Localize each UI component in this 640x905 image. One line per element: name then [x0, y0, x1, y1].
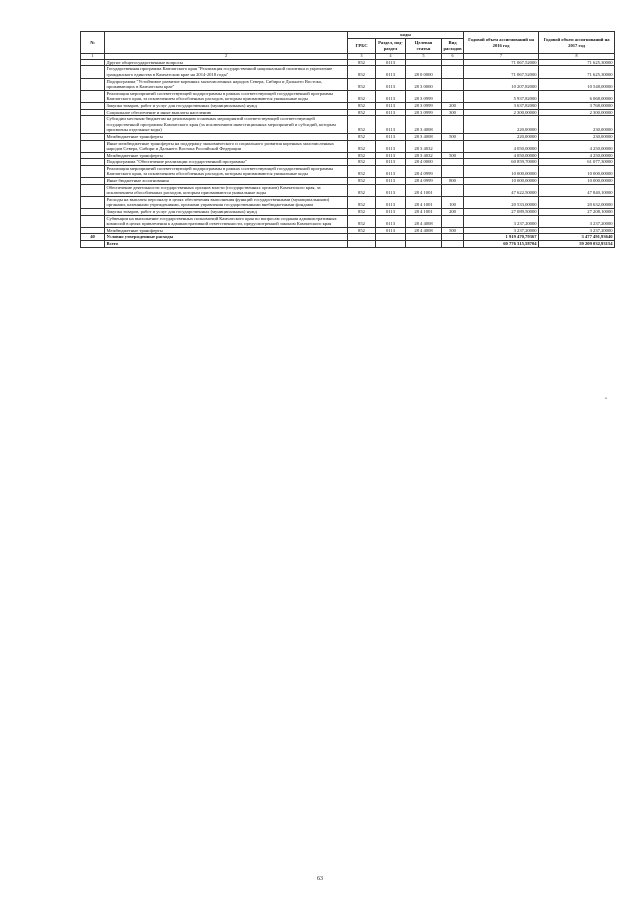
row-section: 0113	[376, 152, 406, 159]
continuation-mark: »	[605, 395, 607, 400]
row-section: 0113	[376, 78, 406, 90]
row-description: Условно утвержденные расходы	[105, 234, 348, 241]
table-row	[81, 184, 615, 196]
table-row	[81, 109, 615, 116]
row-volume-2016: 10 207,82000	[464, 78, 539, 90]
row-grbs: 852	[348, 209, 376, 216]
row-target	[406, 59, 442, 66]
row-exp-type	[442, 78, 464, 90]
row-grbs: 852	[348, 215, 376, 227]
table-row	[81, 102, 615, 109]
row-number	[81, 196, 105, 208]
table-row	[81, 241, 615, 248]
header-exp-type: Вид расходов	[442, 39, 464, 54]
row-section: 0113	[376, 184, 406, 196]
row-description: Закупка товаров, работ и услуг для государственных (муниципальных) нужд	[105, 102, 348, 109]
row-number: 40	[81, 234, 105, 241]
row-grbs: 852	[348, 133, 376, 140]
row-volume-2016: 4 050,00000	[464, 152, 539, 159]
row-volume-2017: 2 300,00000	[539, 109, 615, 116]
row-volume-2017: 4 250,00000	[539, 140, 615, 152]
row-grbs: 852	[348, 178, 376, 185]
row-grbs: 852	[348, 109, 376, 116]
budget-table	[80, 31, 615, 248]
table-row	[81, 234, 615, 241]
table-row	[81, 133, 615, 140]
row-target: 28 4 0999	[406, 165, 442, 177]
header-volume-2017: Годовой объем ассигнований на 2017 год	[539, 32, 615, 54]
row-volume-2017: 71 625,30000	[539, 59, 615, 66]
row-number	[81, 152, 105, 159]
table-row	[81, 209, 615, 216]
row-target: 28 4 0000	[406, 159, 442, 166]
row-target: 28 3 0999	[406, 90, 442, 102]
column-index: 8	[539, 54, 615, 60]
row-volume-2016: 220,00000	[464, 133, 539, 140]
row-exp-type	[442, 59, 464, 66]
header-volume-2016: Годовой объем ассигнований на 2016 год	[464, 32, 539, 54]
row-volume-2017: 61 077,30000	[539, 159, 615, 166]
row-exp-type: 800	[442, 178, 464, 185]
header-grbs: ГРБС	[348, 39, 376, 54]
row-volume-2016: 2 300,00000	[464, 109, 539, 116]
column-index: 4	[376, 54, 406, 60]
row-number	[81, 102, 105, 109]
row-number	[81, 159, 105, 166]
row-section: 0113	[376, 102, 406, 109]
row-volume-2017: 59 209 032,93154	[539, 241, 615, 248]
row-volume-2016: 4 050,00000	[464, 140, 539, 152]
row-number	[81, 133, 105, 140]
row-number	[81, 59, 105, 66]
row-volume-2017: 27 208,10000	[539, 209, 615, 216]
row-exp-type	[442, 165, 464, 177]
row-volume-2016: 1 919 470,79367	[464, 234, 539, 241]
row-grbs: 852	[348, 152, 376, 159]
row-exp-type	[442, 159, 464, 166]
row-exp-type	[442, 234, 464, 241]
row-section: 0113	[376, 109, 406, 116]
row-volume-2016: 5 937,82000	[464, 90, 539, 102]
row-number	[81, 178, 105, 185]
row-exp-type: 500	[442, 152, 464, 159]
row-exp-type: 300	[442, 109, 464, 116]
column-index: 1	[81, 54, 105, 60]
row-description: Иные межбюджетные трансферты на поддержку экономического и социального развития коренных малочисленных народов Севера, Сибири и Дальнего Востока Российской Федерации	[105, 140, 348, 152]
row-grbs: 852	[348, 227, 376, 234]
row-description: Государственная программа Камчатского края "Реализация государственной национальной политики и укрепление гражданского единства в Камчатском крае на 2014-2018 годы"	[105, 66, 348, 78]
row-description: Расходы на выплаты персоналу в целях обеспечения выполнения функций государственными (муниципальными) органами, казенными учреждениями, органами управления государственными внебюджетными фондами	[105, 196, 348, 208]
row-exp-type: 500	[442, 227, 464, 234]
row-volume-2016: 27 089,50000	[464, 209, 539, 216]
row-description: Закупка товаров, работ и услуг для государственных (муниципальных) нужд	[105, 209, 348, 216]
row-grbs: 852	[348, 66, 376, 78]
row-exp-type: 200	[442, 102, 464, 109]
row-exp-type	[442, 215, 464, 227]
row-grbs: 852	[348, 116, 376, 134]
table-row	[81, 152, 615, 159]
row-section: 0113	[376, 227, 406, 234]
row-volume-2017: 3 237,20000	[539, 227, 615, 234]
row-target	[406, 234, 442, 241]
row-exp-type	[442, 90, 464, 102]
table-row	[81, 178, 615, 185]
row-target: 28 4 4008	[406, 227, 442, 234]
table-row	[81, 66, 615, 78]
table-header	[81, 32, 615, 60]
row-number	[81, 140, 105, 152]
row-target: 28 4 4008	[406, 215, 442, 227]
row-section: 0113	[376, 165, 406, 177]
row-volume-2017: 10 000,00000	[539, 165, 615, 177]
row-volume-2017: 3 768,00000	[539, 102, 615, 109]
row-section: 0113	[376, 178, 406, 185]
row-volume-2017: 10 548,00000	[539, 78, 615, 90]
column-index: 6	[442, 54, 464, 60]
row-volume-2016: 10 000,00000	[464, 178, 539, 185]
row-grbs: 852	[348, 90, 376, 102]
row-exp-type	[442, 140, 464, 152]
row-exp-type: 200	[442, 209, 464, 216]
table-row	[81, 165, 615, 177]
row-volume-2016: 3 637,82000	[464, 102, 539, 109]
row-section: 0113	[376, 159, 406, 166]
row-number	[81, 209, 105, 216]
row-grbs: 852	[348, 102, 376, 109]
header-section: Раздел, под-раздел	[376, 39, 406, 54]
row-section: 0113	[376, 59, 406, 66]
row-description: Субвенции на выполнение государственных полномочий Камчатского края по вопросам создания административных комиссий в целях привлечения к административной ответственности, предусмотренной законом Камчатского края	[105, 215, 348, 227]
row-number	[81, 215, 105, 227]
column-index: 2	[105, 54, 348, 60]
row-target: 28 3 0000	[406, 78, 442, 90]
row-volume-2016: 220,00000	[464, 116, 539, 134]
row-description: Подпрограмма "Устойчивое развитие коренных малочисленных народов Севера, Сибири и Дальнего Востока, проживающих в Камчатском крае"	[105, 78, 348, 90]
row-description: Подпрограмма "Обеспечение реализации государственной программы"	[105, 159, 348, 166]
row-volume-2016: 47 622,50000	[464, 184, 539, 196]
row-section: 0113	[376, 215, 406, 227]
row-volume-2016: 71 067,52000	[464, 66, 539, 78]
row-exp-type	[442, 66, 464, 78]
row-description: Социальное обеспечение и иные выплаты населению	[105, 109, 348, 116]
row-description: Всего	[105, 241, 348, 248]
row-number	[81, 109, 105, 116]
row-section: 0113	[376, 140, 406, 152]
header-num: №	[81, 32, 105, 54]
row-description: Другие общегосударственные вопросы	[105, 59, 348, 66]
row-grbs: 852	[348, 59, 376, 66]
row-number	[81, 66, 105, 78]
row-exp-type: 100	[442, 196, 464, 208]
page-number: 63	[317, 876, 323, 882]
row-target	[406, 241, 442, 248]
row-target: 28 3 4008	[406, 116, 442, 134]
row-number	[81, 90, 105, 102]
row-volume-2017: 10 000,00000	[539, 178, 615, 185]
row-grbs: 852	[348, 165, 376, 177]
row-number	[81, 241, 105, 248]
row-section: 0113	[376, 133, 406, 140]
row-exp-type	[442, 184, 464, 196]
row-volume-2017: 20 632,00000	[539, 196, 615, 208]
table-row	[81, 227, 615, 234]
row-description: Межбюджетные трансферты	[105, 227, 348, 234]
row-grbs: 852	[348, 78, 376, 90]
row-number	[81, 184, 105, 196]
row-grbs: 852	[348, 159, 376, 166]
row-volume-2016: 3 237,20000	[464, 227, 539, 234]
row-description: Реализация мероприятий соответствующей подпрограммы в рамках соответствующей государственной программы Камчатского края, за исключением обособленных расходов, которым присваиваются уникальные коды	[105, 165, 348, 177]
row-volume-2016: 71 067,52000	[464, 59, 539, 66]
row-exp-type: 500	[442, 133, 464, 140]
table-row	[81, 140, 615, 152]
row-volume-2017: 4 250,00000	[539, 152, 615, 159]
table-row	[81, 215, 615, 227]
row-exp-type	[442, 241, 464, 248]
row-number	[81, 116, 105, 134]
row-grbs: 852	[348, 196, 376, 208]
row-grbs: 852	[348, 184, 376, 196]
row-section	[376, 241, 406, 248]
row-volume-2016: 20 533,00000	[464, 196, 539, 208]
row-description: Межбюджетные трансферты	[105, 133, 348, 140]
column-index: 3	[348, 54, 376, 60]
row-target: 28 4 0999	[406, 178, 442, 185]
row-target: 28 3 0999	[406, 109, 442, 116]
table-row	[81, 59, 615, 66]
table-row	[81, 78, 615, 90]
row-volume-2016: 3 237,20000	[464, 215, 539, 227]
row-target: 28 4 1001	[406, 196, 442, 208]
row-target: 28 3 4032	[406, 152, 442, 159]
row-volume-2017: 3 237,20000	[539, 215, 615, 227]
row-target: 28 3 4008	[406, 133, 442, 140]
row-target: 28 3 4032	[406, 140, 442, 152]
row-section	[376, 234, 406, 241]
table-row	[81, 196, 615, 208]
row-grbs	[348, 241, 376, 248]
header-target: Целевая статья	[406, 39, 442, 54]
row-number	[81, 165, 105, 177]
row-number	[81, 78, 105, 90]
row-description: Обеспечение деятельности государственных органов власти (государственных органов) Камчатского края, за исключением обособленных расходов, которым присваиваются уникальные коды	[105, 184, 348, 196]
column-index: 5	[406, 54, 442, 60]
row-exp-type	[442, 116, 464, 134]
table-row	[81, 90, 615, 102]
row-section: 0113	[376, 116, 406, 134]
header-codes: коды	[348, 32, 464, 39]
row-volume-2016: 60 859,70000	[464, 159, 539, 166]
row-description: Иные бюджетные ассигнования	[105, 178, 348, 185]
row-section: 0113	[376, 196, 406, 208]
row-section: 0113	[376, 209, 406, 216]
row-volume-2017: 230,00000	[539, 116, 615, 134]
column-index: 7	[464, 54, 539, 60]
row-description: Субсидии местным бюджетам на реализацию основных мероприятий соответствующей соответствующей государственной программы Камчатского края (за исключением инвестиционных мероприятий и субсидий, которым присвоены отдельные коды)	[105, 116, 348, 134]
row-grbs: 852	[348, 140, 376, 152]
table-row	[81, 116, 615, 134]
row-volume-2017: 3 477 491,93640	[539, 234, 615, 241]
row-volume-2016: 10 000,00000	[464, 165, 539, 177]
row-description: Реализация мероприятий соответствующей подпрограммы в рамках соответствующей государственной программы Камчатского края, за исключением обособленных расходов, которым присваиваются уникальные коды	[105, 90, 348, 102]
row-volume-2016: 60 776 315,58704	[464, 241, 539, 248]
row-number	[81, 227, 105, 234]
row-volume-2017: 230,00000	[539, 133, 615, 140]
row-target: 28 3 0999	[406, 102, 442, 109]
row-target: 28 4 1001	[406, 209, 442, 216]
table-row	[81, 159, 615, 166]
row-volume-2017: 6 068,00000	[539, 90, 615, 102]
row-volume-2017: 47 840,10000	[539, 184, 615, 196]
row-grbs	[348, 234, 376, 241]
row-description: Межбюджетные трансферты	[105, 152, 348, 159]
row-section: 0113	[376, 66, 406, 78]
table-body	[81, 59, 615, 247]
header-description	[105, 32, 348, 54]
row-target: 28 4 1001	[406, 184, 442, 196]
row-target: 28 0 0000	[406, 66, 442, 78]
row-volume-2017: 71 625,30000	[539, 66, 615, 78]
row-section: 0113	[376, 90, 406, 102]
